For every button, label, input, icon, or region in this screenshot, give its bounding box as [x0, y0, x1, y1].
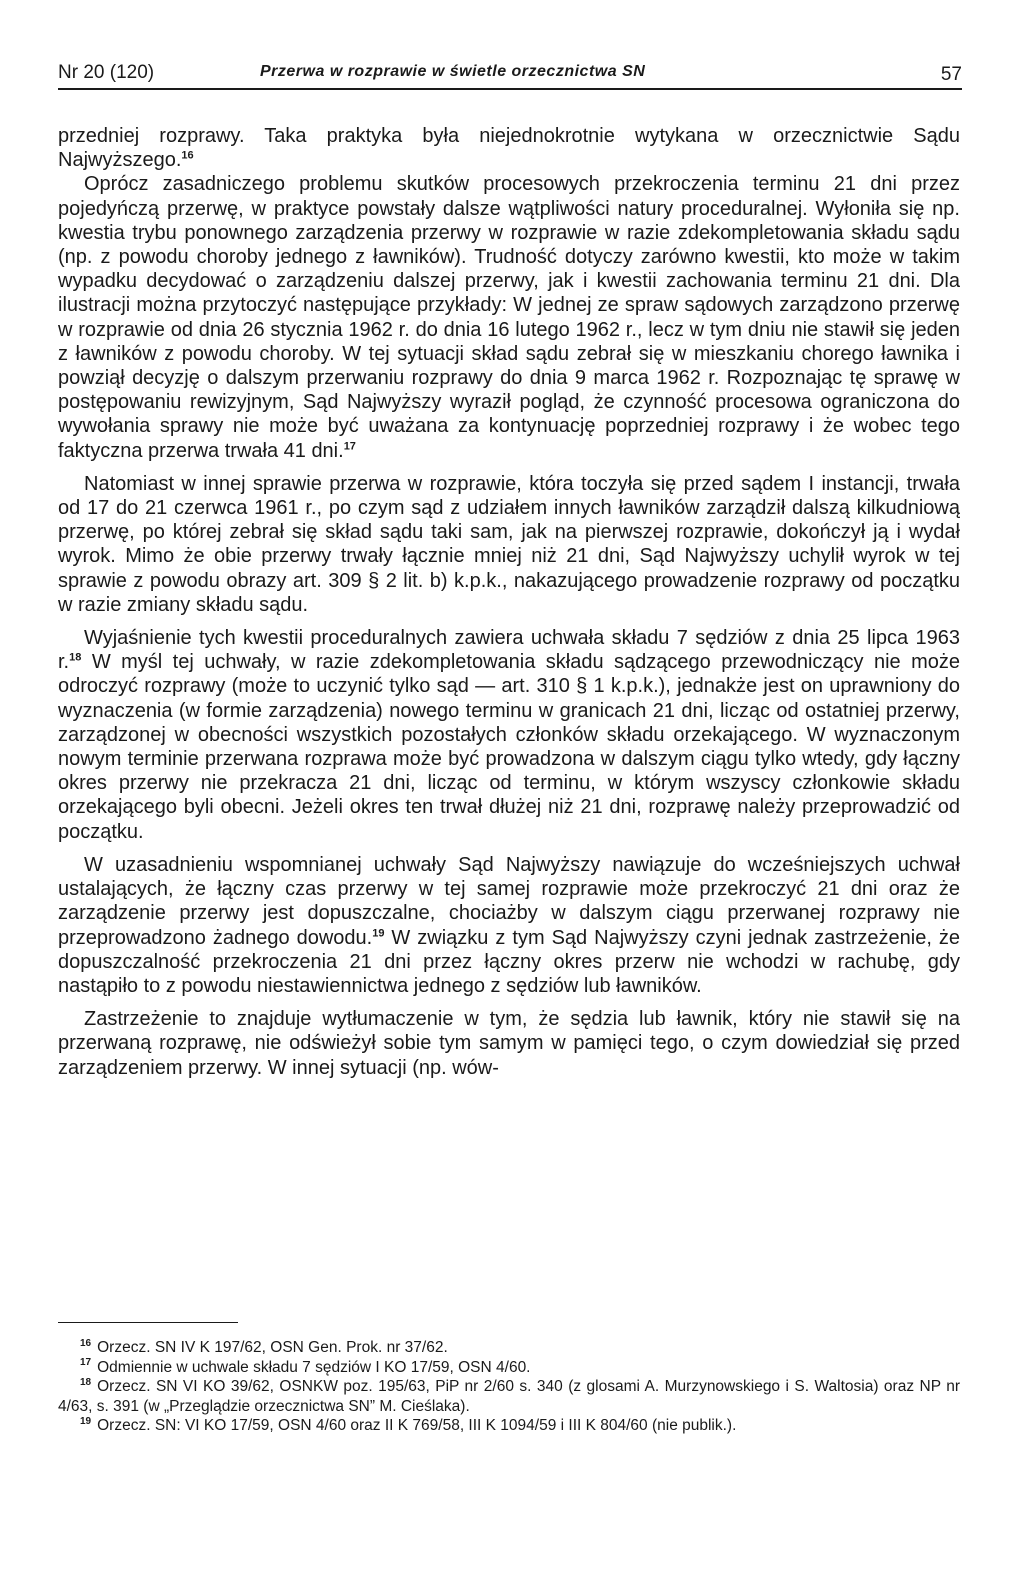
issue-number: Nr 20 (120) [58, 62, 155, 83]
footnote-ref[interactable]: 16 [181, 149, 194, 162]
footnote-ref[interactable]: 18 [69, 651, 82, 664]
paragraph: Natomiast w innej sprawie przerwa w rozprawie, która toczyła się przed sądem I instancji, trwała od 17 do 21 czerwca 1961 r., po czym sąd z udziałem innych ławników zarządził dalszą kilkudniową przerwę, po której zebrał się skład sądu taki sam, jak na pierwszej rozprawie, dokończył ją i wydał wyrok. Mimo że obie przerwy trwały łącznie mniej niż 21 dni, Sąd Najwyższy uchylił wyrok w tej sprawie z powodu obrazy art. 309 § 2 lit. b) k.p.k., nakazującego prowadzenie rozprawy od początku w razie zmiany składu sądu. [58, 472, 960, 616]
article-body [58, 124, 960, 1080]
paragraph: Wyjaśnienie tych kwestii proceduralnych zawiera uchwała składu 7 sędziów z dnia 25 lipca 1963 r.$^{18}$ W myśl tej uchwały, w razie zdekompletowania składu sądzącego przewodniczący nie może odroczyć rozprawy (może to uczynić tylko sąd — art. 310 § 1 k.p.k.), jednakże jest on uprawniony do wyznaczenia (w formie zarządzenia) nowego terminu w granicach 21 dni, licząc od ostatniej przerwy, zarządzonej w obecności wszystkich pozostałych członków składu orzekającego. W wyznaczonym nowym terminie przerwana rozprawa może być prowadzona w dalszym ciągu tylko wtedy, gdy łączny okres przerwy nie przekracza 21 dni, licząc od terminu, w którym wszyscy członkowie składu orzekającego byli obecni. Jeżeli okres ten trwał dłużej niż 21 dni, rozprawę należy przeprowadzić od początku. [58, 627, 960, 843]
running-header [58, 62, 962, 90]
paragraph: Oprócz zasadniczego problemu skutków procesowych przekroczenia terminu 21 dni przez pojedyńczą przerwę, w praktyce powstały dalsze wątpliwości natury proceduralnej. Wyłoniła się np. kwestia trybu ponownego zarządzenia przerwy w rozprawie w razie zdekompletowania składu sądu (np. z powodu choroby jednego z ławników). Trudność dotyczy zarówno kwestii, kto może w takim wypadku decydować o zarządzeniu dalszej przerwy, jak i kwestii zachowania terminu 21 dni. Dla ilustracji można przytoczyć następujące przykłady: W jednej ze spraw sądowych zarządzono przerwę w rozprawie od dnia 26 stycznia 1962 r. do dnia 16 lutego 1962 r., lecz w tym dniu nie stawił się jeden z ławników z powodu choroby. W tej sytuacji skład sądu zebrał się w mieszkaniu chorego ławnika i powziął decyzję o dalszym przerwaniu rozprawy do dnia 9 marca 1962 r. Rozpoznając tę sprawę w postępowaniu rewizyjnym, Sąd Najwyższy wyraził pogląd, że czynność procesowa ograniczona do wywołania sprawy nie może być uważana za kontynuację poprzedniej rozprawy i że wobec tego faktyczna przerwa trwała 41 dni.$^{17}$ [58, 173, 960, 462]
footnote-number: 16 [80, 1337, 92, 1349]
footnote-number: 17 [80, 1357, 92, 1369]
footnote-number: 18 [80, 1376, 92, 1388]
footnote: $^{18}$ Orzecz. SN VI KO 39/62, OSNKW poz. 195/63, PiP nr 2/60 s. 340 (z glosami A. Murzynowskiego i S. Waltosia) oraz NP nr 4/63, s. 391 (w „Przeglądzie orzecznictwa SN” M. Cieślaka). [58, 1376, 960, 1415]
running-title: Przerwa w rozprawie w świetle orzecznictwa SN [260, 63, 646, 80]
paragraph: przedniej rozprawy. Taka praktyka była niejednokrotnie wytykana w orzecznictwie Sądu Najwyższego.$^{16}$ [58, 125, 960, 172]
page-number: 57 [940, 64, 962, 85]
footnote-ref[interactable]: 19 [372, 926, 385, 939]
footnote: $^{19}$ Orzecz. SN: VI KO 17/59, OSN 4/60 oraz II K 769/58, III K 1094/59 i III K 804/60 (nie publik.). [80, 1415, 737, 1434]
paragraph: W uzasadnieniu wspomnianej uchwały Sąd Najwyższy nawiązuje do wcześniejszych uchwał ustalających, że łączny czas przerwy w tej samej rozprawie może przekroczyć 21 dni oraz że zarządzenie przerwy jest dopuszczalne, chociażby w dalszym ciągu przerwanej rozprawy nie przeprowadzono żadnego dowodu.$^{19}$ W związku z tym Sąd Najwyższy czyni jednak zastrzeżenie, że dopuszczalność przekroczenia 21 dni przez łączny okres przerw nie wchodzi w rachubę, gdy nastąpiło to z powodu niestawiennictwa jednego z sędziów lub ławników. [58, 853, 960, 997]
footnotes [58, 1338, 960, 1436]
footnote-ref[interactable]: 17 [343, 439, 356, 452]
footnote-number: 19 [80, 1415, 92, 1427]
footnote: $^{17}$ Odmiennie w uchwale składu 7 sędziów I KO 17/59, OSN 4/60. [80, 1357, 531, 1376]
footnote-divider [58, 1322, 238, 1323]
paragraph: Zastrzeżenie to znajduje wytłumaczenie w tym, że sędzia lub ławnik, który nie stawił się na przerwaną rozprawę, nie odświeżył sobie tym samym w pamięci tego, o czym dowiedział się przed zarządzeniem przerwy. W innej sytuacji (np. wów- [58, 1008, 960, 1079]
footnote: $^{16}$ Orzecz. SN IV K 197/62, OSN Gen. Prok. nr 37/62. [80, 1337, 448, 1356]
